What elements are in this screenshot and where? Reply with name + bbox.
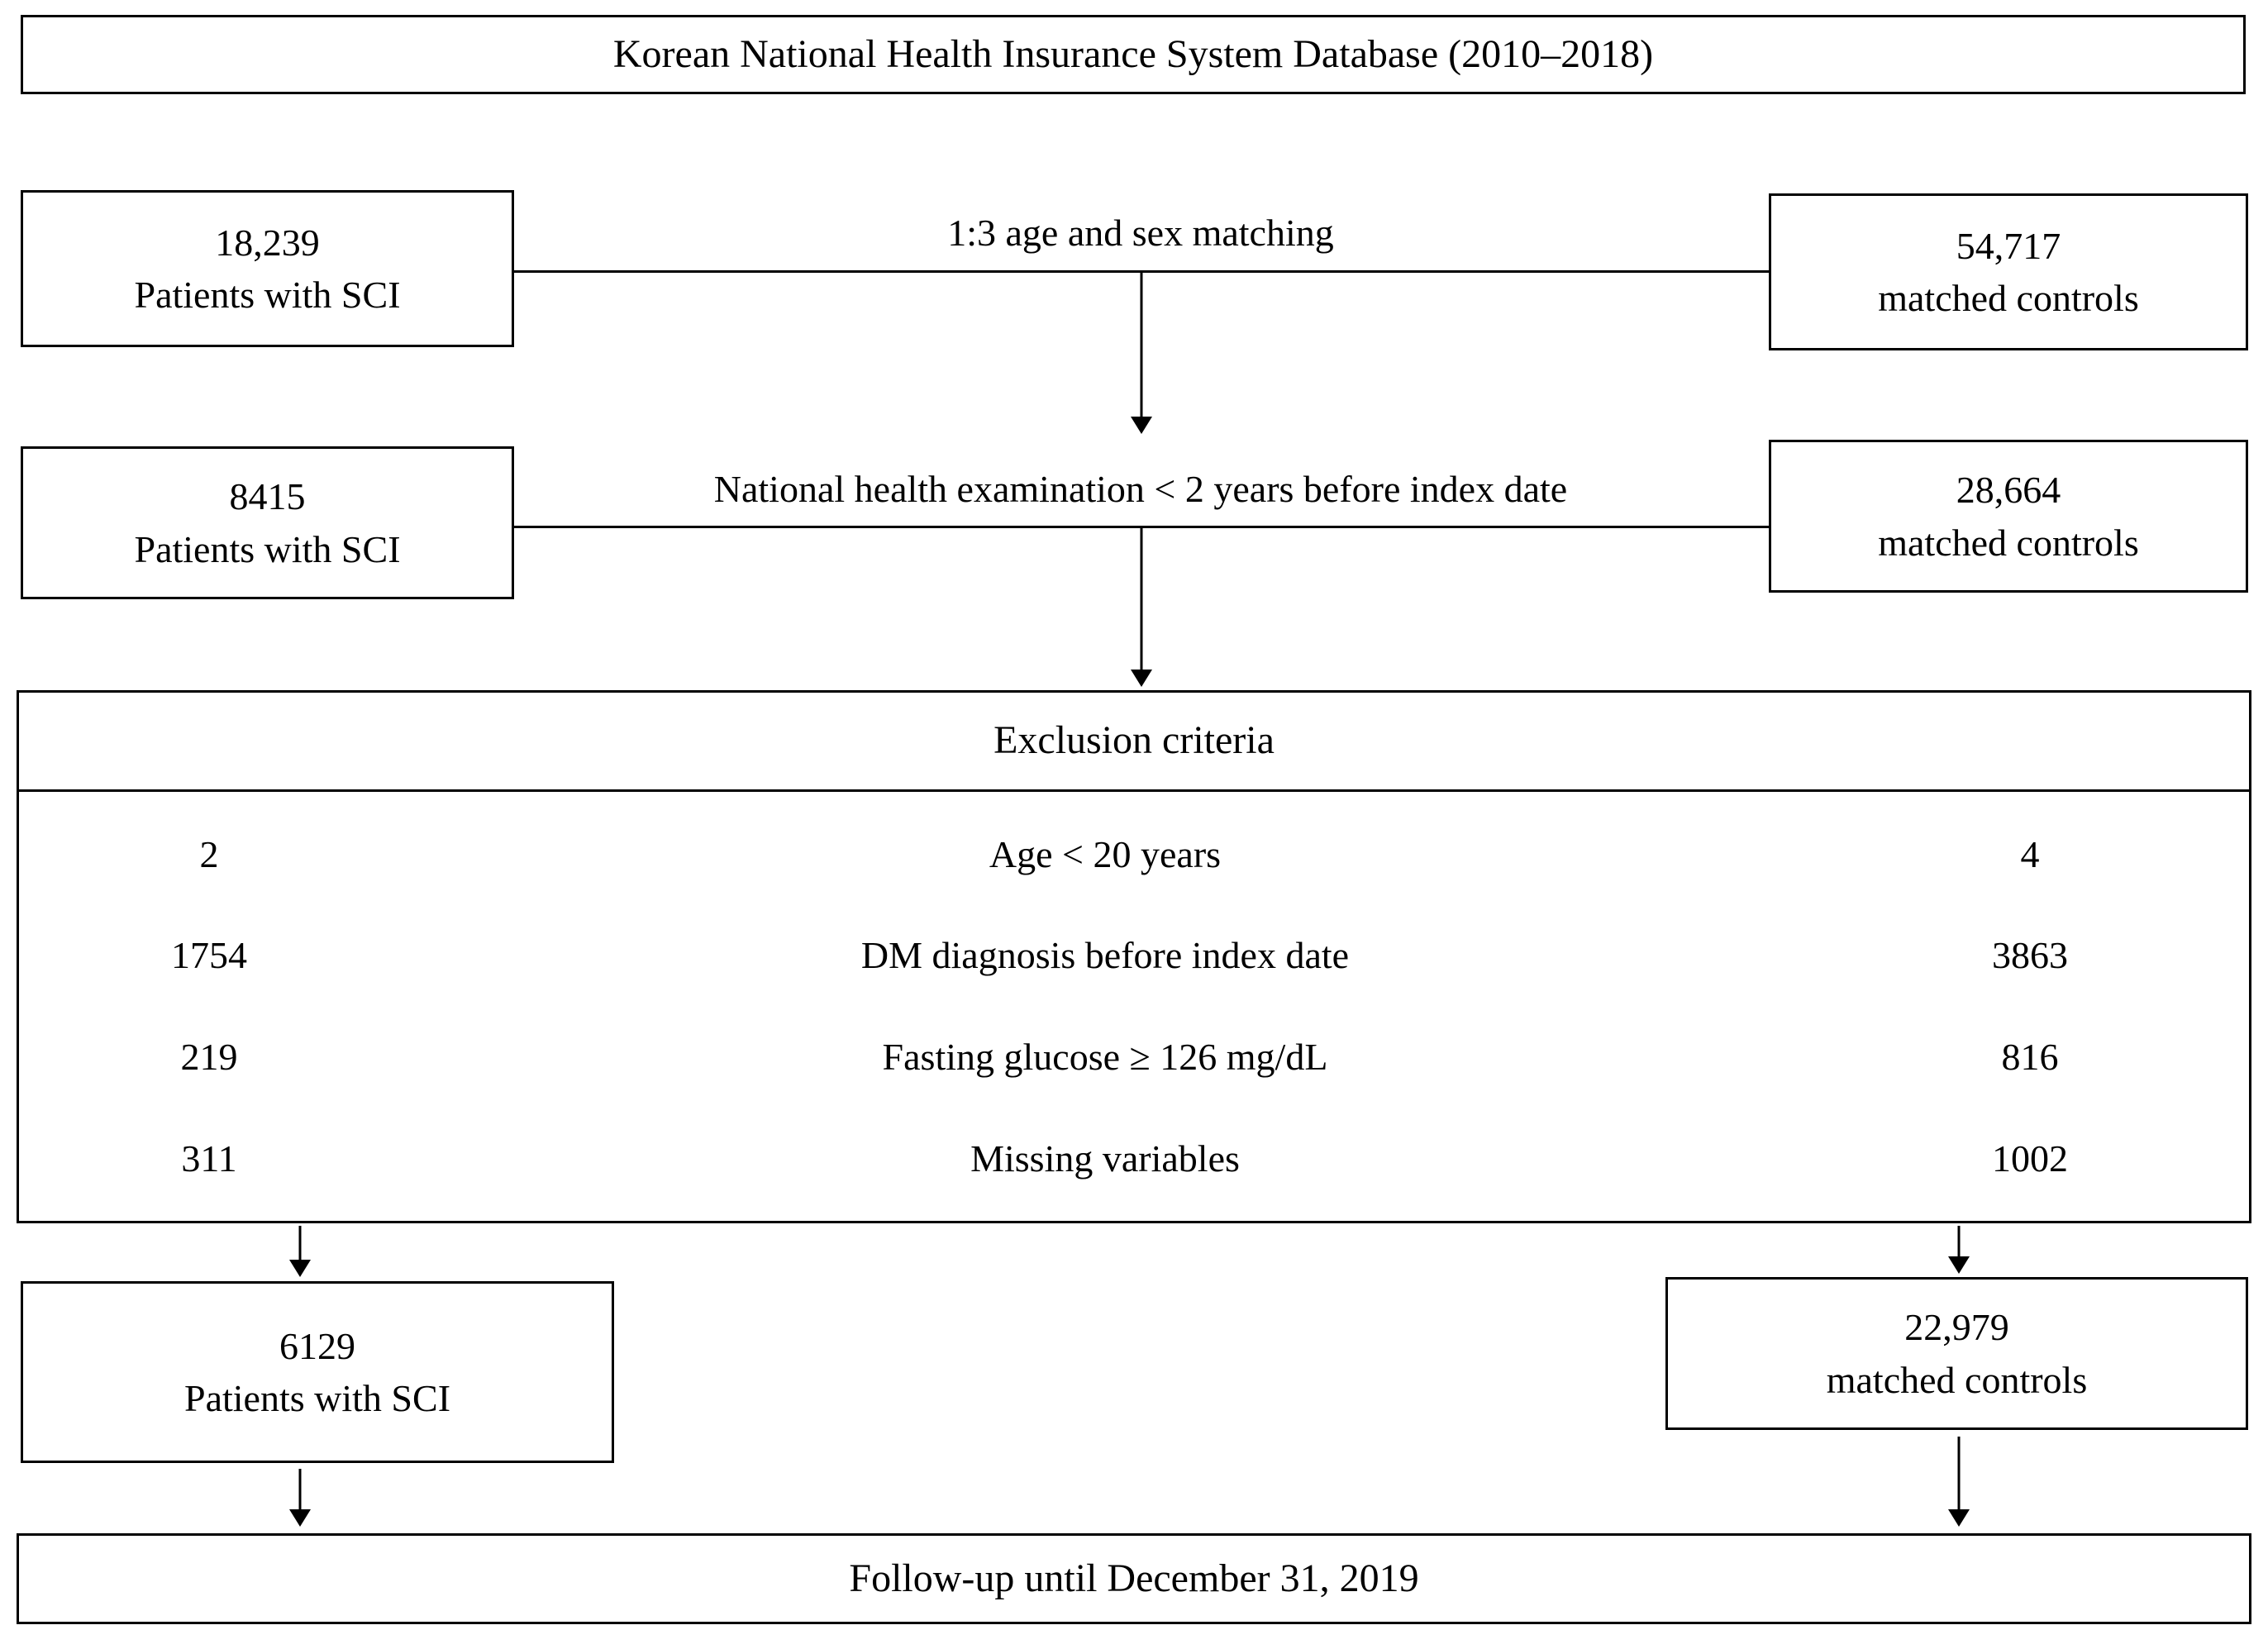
- exclusion-title: Exclusion criteria: [19, 693, 2249, 792]
- down-arrow-stage1: [1129, 273, 1154, 434]
- arrow-shaft: [1141, 273, 1143, 421]
- arrow-head: [1131, 670, 1152, 687]
- exclusion-rows: [19, 792, 2249, 1221]
- followup-box: [17, 1533, 2251, 1624]
- down-arrow-final-right: [1946, 1226, 1971, 1274]
- exclusion-criterion: Fasting glucose ≥ 126 mg/dL: [882, 1036, 1328, 1079]
- arrow-shaft: [299, 1226, 302, 1264]
- arrow-shaft: [299, 1469, 302, 1513]
- database-box-label: Korean National Health Insurance System Database (2010–2018): [612, 31, 1654, 76]
- exclusion-left-count: 311: [181, 1137, 237, 1180]
- exclusion-left-count: 1754: [171, 934, 247, 977]
- stage2-connector-label: National health examination < 2 years before index date: [713, 468, 1568, 510]
- stage2-sci-label: Patients with SCI: [134, 527, 401, 570]
- final-sci-label: Patients with SCI: [183, 1377, 451, 1419]
- exclusion-row: [19, 828, 2249, 880]
- exclusion-criterion: Missing variables: [970, 1137, 1240, 1180]
- arrow-shaft: [1141, 528, 1143, 674]
- stage1-controls-label: matched controls: [1878, 277, 2139, 319]
- exclusion-row: [19, 1031, 2249, 1083]
- stage1-connector-label: 1:3 age and sex matching: [947, 212, 1334, 254]
- down-arrow-stage2: [1129, 528, 1154, 687]
- exclusion-row: [19, 929, 2249, 981]
- stage1-sci-box: [21, 190, 514, 347]
- final-sci-box: [21, 1281, 614, 1463]
- stage1-controls-box: [1769, 193, 2248, 350]
- exclusion-right-count: 1002: [1992, 1137, 2068, 1180]
- followup-box-label: Follow-up until December 31, 2019: [849, 1556, 1419, 1600]
- stage1-sci-label: Patients with SCI: [134, 274, 401, 316]
- final-controls-box: [1665, 1277, 2248, 1430]
- stage2-controls-count: 28,664: [1956, 469, 2061, 512]
- exclusion-criterion: Age < 20 years: [989, 832, 1222, 875]
- stage2-controls-box: [1769, 440, 2248, 593]
- final-sci-count: 6129: [279, 1324, 355, 1367]
- down-arrow-final-left: [288, 1226, 312, 1277]
- database-box: [21, 15, 2246, 94]
- stage2-controls-label: matched controls: [1878, 521, 2139, 564]
- arrow-head: [1948, 1509, 1970, 1527]
- arrow-head: [289, 1260, 311, 1277]
- down-arrow-followup-left: [288, 1469, 312, 1527]
- arrow-shaft: [1958, 1226, 1961, 1261]
- arrow-head: [289, 1509, 311, 1527]
- exclusion-right-count: 3863: [1992, 934, 2068, 977]
- exclusion-box: [17, 690, 2251, 1223]
- exclusion-row: [19, 1132, 2249, 1184]
- final-controls-label: matched controls: [1826, 1358, 2088, 1401]
- stage1-controls-count: 54,717: [1956, 224, 2061, 267]
- exclusion-left-count: 219: [180, 1036, 238, 1079]
- arrow-shaft: [1958, 1437, 1961, 1513]
- exclusion-criterion: DM diagnosis before index date: [860, 934, 1350, 977]
- arrow-head: [1131, 417, 1152, 434]
- stage2-sci-box: [21, 446, 514, 599]
- exclusion-left-count: 2: [199, 832, 219, 875]
- exclusion-right-count: 816: [2001, 1036, 2059, 1079]
- stage1-sci-count: 18,239: [215, 221, 320, 264]
- arrow-head: [1948, 1256, 1970, 1274]
- final-controls-count: 22,979: [1904, 1306, 2009, 1349]
- stage2-sci-count: 8415: [229, 475, 306, 518]
- down-arrow-followup-right: [1946, 1437, 1971, 1527]
- exclusion-right-count: 4: [2020, 832, 2040, 875]
